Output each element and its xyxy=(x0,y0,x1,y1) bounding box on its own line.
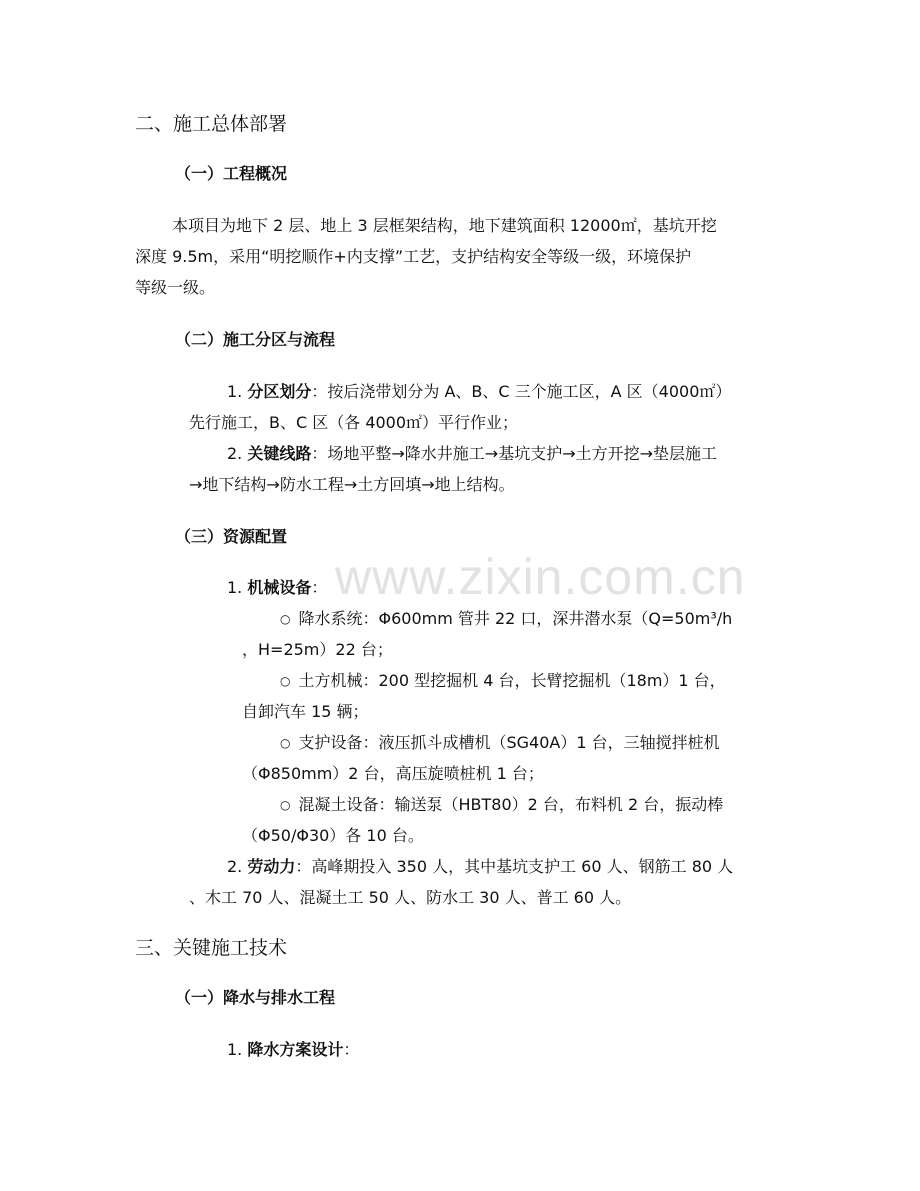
subsection-title-overview: （一）工程概况 xyxy=(175,164,288,183)
item-colon: ： xyxy=(343,1040,360,1059)
item-colon: ： xyxy=(311,578,328,597)
subsection-title-zoning: （二）施工分区与流程 xyxy=(175,330,336,349)
item-label: 劳动力 xyxy=(247,857,296,876)
bullet-icon: ○ xyxy=(280,612,291,626)
equipment-bullet-3-line-1: ○ 支护设备：液压抓斗成槽机（SG40A）1 台，三轴搅拌桩机 xyxy=(280,733,720,752)
item-text: ：场地平整→降水井施工→基坑支护→土方开挖→垫层施工 xyxy=(311,444,718,463)
overview-line-3: 等级一级。 xyxy=(135,278,216,297)
zoning-item-1-line-2: 先行施工，B、C 区（各 4000㎡）平行作业； xyxy=(189,413,519,432)
equipment-bullet-1-line-2: ，H=25m）22 台； xyxy=(242,640,393,659)
resource-item-1 xyxy=(227,572,327,604)
equipment-bullet-2-line-2: 自卸汽车 15 辆； xyxy=(242,702,369,721)
bullet-icon: ○ xyxy=(280,798,291,812)
item-number: 2. xyxy=(227,857,248,876)
item-number: 2. xyxy=(227,444,248,463)
item-number: 1. xyxy=(227,1040,248,1059)
section-title-2: 二、施工总体部署 xyxy=(135,113,288,135)
item-label: 分区划分 xyxy=(247,382,312,401)
watermark: www.zixin.com.cn xyxy=(335,549,746,605)
equipment-bullet-4-line-1: ○ 混凝土设备：输送泵（HBT80）2 台，布料机 2 台，振动棒 xyxy=(280,795,724,814)
item-label: 关键线路 xyxy=(247,444,312,463)
item-text: ：按后浇带划分为 A、B、C 三个施工区，A 区（4000㎡） xyxy=(311,382,732,401)
bullet-icon: ○ xyxy=(280,674,291,688)
subsection-title-dewatering: （一）降水与排水工程 xyxy=(175,988,336,1007)
equipment-bullet-3-line-2: （Φ850mm）2 台，高压旋喷桩机 1 台； xyxy=(242,764,544,783)
item-text: ：高峰期投入 350 人，其中基坑支护工 60 人、钢筋工 80 人 xyxy=(295,857,734,876)
section-title-3: 三、关键施工技术 xyxy=(135,937,288,959)
item-number: 1. xyxy=(227,382,248,401)
subsection-title-resources: （三）资源配置 xyxy=(175,527,288,546)
zoning-item-2-line-1 xyxy=(227,438,717,470)
item-label: 机械设备 xyxy=(247,578,312,597)
equipment-bullet-2-line-1: ○ 土方机械：200 型挖掘机 4 台，长臂挖掘机（18m）1 台， xyxy=(280,671,726,690)
equipment-bullet-4-line-2: （Φ50/Φ30）各 10 台。 xyxy=(242,826,424,845)
equipment-bullet-1-line-1: ○ 降水系统：Φ600mm 管井 22 口，深井潜水泵（Q=50m³/h xyxy=(280,609,733,628)
resource-item-2-line-1 xyxy=(227,851,733,883)
bullet-icon: ○ xyxy=(280,736,291,750)
zoning-item-1-line-1 xyxy=(227,376,731,408)
zoning-item-2-line-2: →地下结构→防水工程→土方回填→地上结构。 xyxy=(189,475,515,494)
dewatering-item-1 xyxy=(227,1034,359,1066)
resource-item-2-line-2: 、木工 70 人、混凝土工 50 人、防水工 30 人、普工 60 人。 xyxy=(189,888,632,907)
overview-line-2: 深度 9.5m，采用“明挖顺作+内支撑”工艺，支护结构安全等级一级，环境保护 xyxy=(135,247,692,266)
item-number: 1. xyxy=(227,578,248,597)
overview-line-1: 本项目为地下 2 层、地上 3 层框架结构，地下建筑面积 12000㎡，基坑开挖 xyxy=(172,216,717,235)
item-label: 降水方案设计 xyxy=(247,1040,344,1059)
